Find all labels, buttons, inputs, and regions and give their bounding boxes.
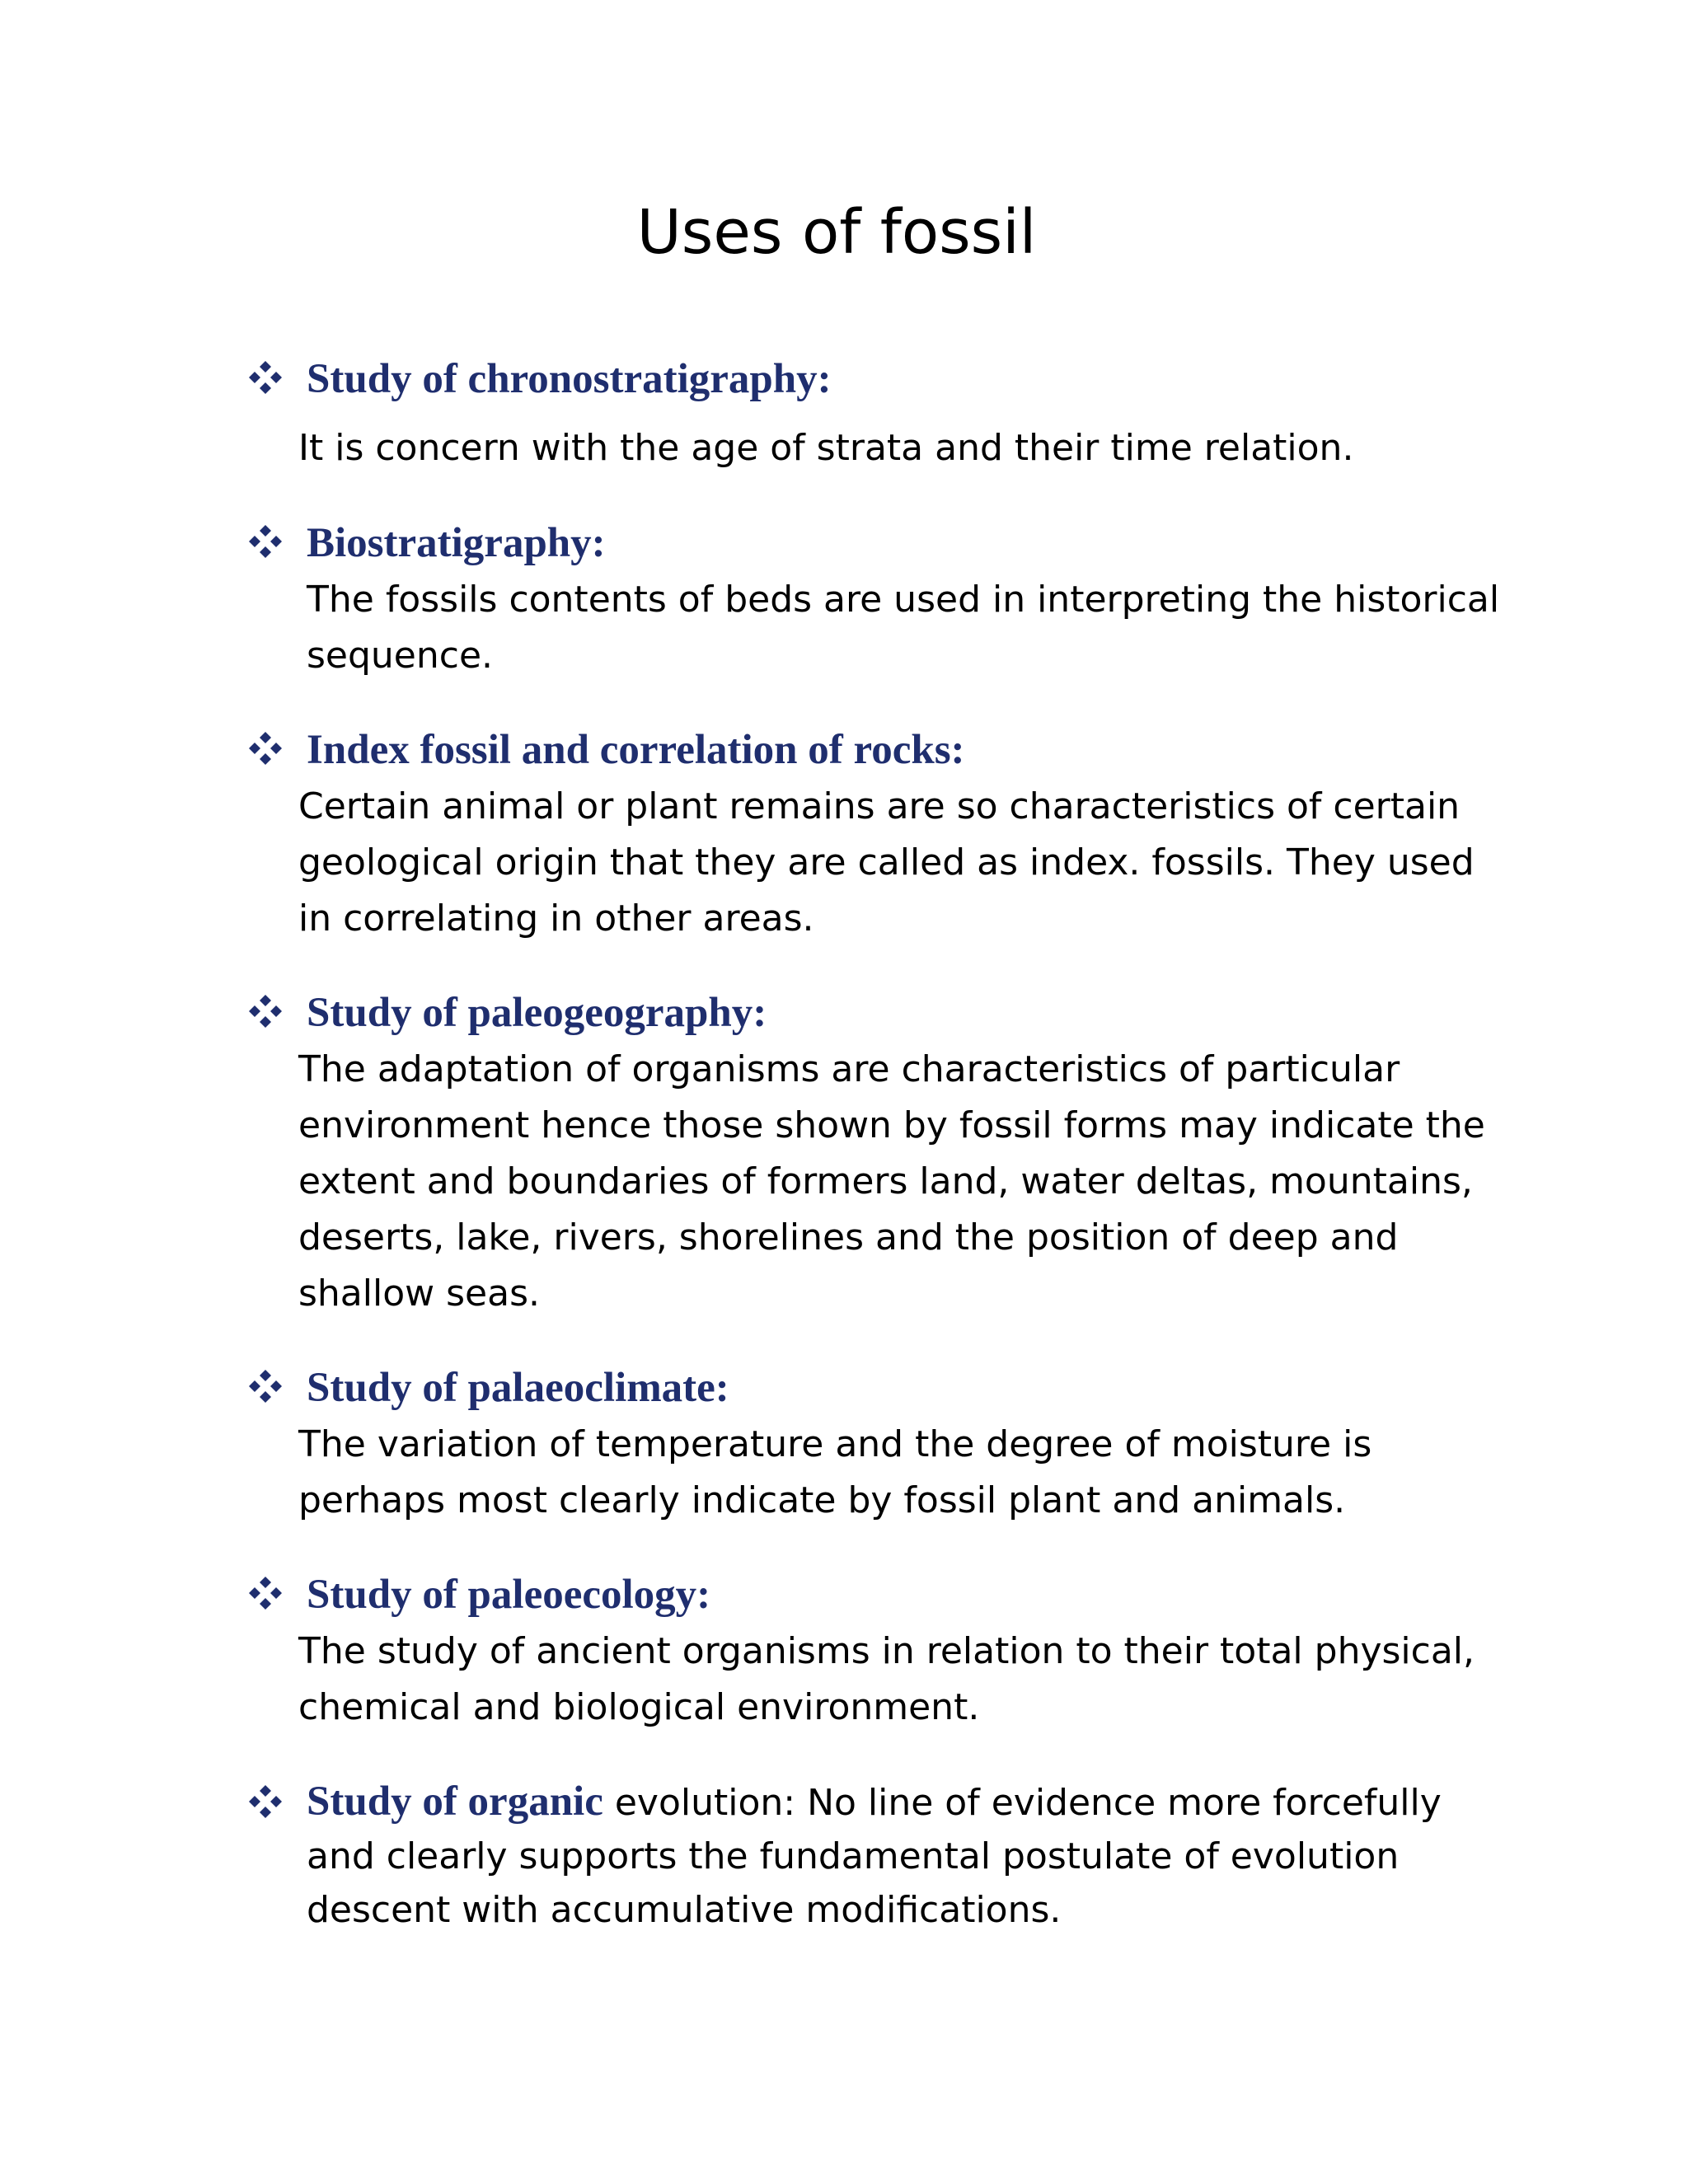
section-paleogeography [247,987,1500,1322]
four-diamond-bullet-icon [247,359,284,396]
section-heading: Study of organic [307,1779,603,1825]
section-heading-row [247,353,1500,410]
section-body: The fossils contents of beds are used in interpreting the historical sequence. [307,579,1500,677]
section-paleoecology [247,1568,1500,1736]
four-diamond-bullet-icon [247,993,284,1029]
four-diamond-bullet-icon [247,1368,284,1404]
section-chronostratigraphy [247,353,1500,476]
four-diamond-bullet-icon [247,523,284,560]
section-body: The variation of temperature and the degree of moisture is perhaps most clearly indicate by fossil plant and animals. [298,1423,1372,1521]
section-heading: Index fossil and correlation of rocks: [307,727,965,773]
section-body: Certain animal or plant remains are so characteristics of certain geological origin that they are called as index. fossils. They used in correlating in other areas. [298,785,1475,940]
section-heading-row [247,724,1500,781]
four-diamond-bullet-icon [247,1575,284,1611]
section-body: evolution: No line of evidence more forcefully and clearly supports the fundamental postulate of evolution descent with accumulative modifications. [307,1782,1453,1931]
section-body: The adaptation of organisms are characteristics of particular environment hence those shown by fossil forms may indicate the extent and boundaries of formers land, water deltas, mountains, deserts, lake, rivers, shorelines and the position of deep and shallow seas. [298,1048,1485,1315]
section-heading: Study of paleogeography: [307,990,767,1036]
section-heading: Biostratigraphy: [307,520,606,566]
section-inline-text [307,1775,1510,1937]
section-palaeoclimate [247,1361,1500,1529]
section-biostratigraphy [247,517,1500,684]
four-diamond-bullet-icon [247,730,284,766]
section-heading: Study of palaeoclimate: [307,1365,729,1411]
section-body: The study of ancient organisms in relation to their total physical, chemical and biological environment. [298,1630,1475,1728]
section-organic-evolution [247,1775,1500,1957]
section-heading-row [247,987,1500,1044]
section-heading-row [247,1361,1500,1419]
section-heading: Study of chronostratigraphy: [307,356,832,402]
section-heading-row [247,1568,1500,1626]
four-diamond-bullet-icon [247,1783,284,1820]
page-title: Uses of fossil [636,197,1037,268]
section-heading: Study of paleoecology: [307,1572,711,1618]
section-heading-row [247,517,1500,574]
section-index-fossil [247,724,1500,947]
section-body: It is concern with the age of strata and their time relation. [298,427,1354,469]
